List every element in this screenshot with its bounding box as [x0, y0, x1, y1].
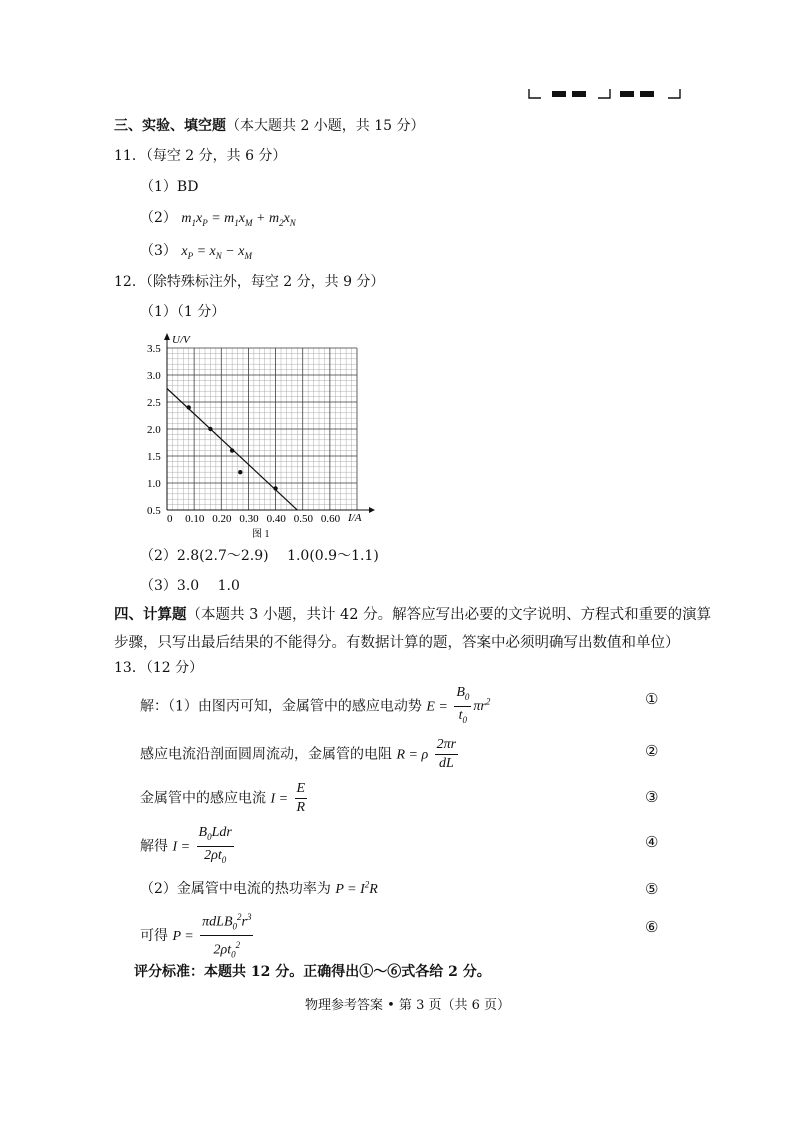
q13-mark-5: ⑤	[645, 880, 659, 898]
ui-chart-svg	[140, 328, 380, 538]
y-tick-label: 0.5	[147, 505, 161, 517]
q11-answer-1: （1）BD	[140, 179, 199, 195]
x-tick-label: 0	[167, 513, 173, 525]
q13-mark-1: ①	[645, 690, 659, 708]
page-footer: 物理参考答案 • 第 3 页（共 6 页）	[305, 998, 511, 1013]
grid-major	[167, 348, 357, 510]
q12-header: 12．（除特殊标注外，每空 2 分，共 9 分）	[114, 274, 385, 290]
x-tick-label: 0.10	[185, 513, 205, 525]
axes	[164, 333, 375, 513]
q12-answer-1: （1）（1 分）	[140, 304, 226, 320]
chart-caption: 图 1	[252, 529, 270, 538]
q13-step-4: 解得 I = $\frac{B_0Ldr}{2\rho t_0}$	[140, 825, 232, 865]
data-point	[230, 448, 234, 452]
q12-answer-2: （2）2.8(2.7～2.9) 1.0(0.9～1.1)	[140, 548, 379, 564]
q13-step-1: 解：（1）由图丙可知，金属管中的感应电动势 E = $\frac{B_0}{t_0}$ $\pi r^2$	[140, 685, 491, 725]
y-axis-label: U/V	[172, 334, 190, 346]
y-tick-label: 3.0	[147, 370, 161, 382]
x-tick-label: 0.30	[239, 513, 259, 525]
q13-step-2: 感应电流沿剖面圆周流动，金属管的电阻 R = ρ $\frac{2\pi r}{dL}$	[140, 737, 457, 771]
x-axis-label: I/A	[348, 512, 362, 524]
section3-title: 三、实验、填空题（本大题共 2 小题，共 15 分）	[114, 118, 425, 134]
corner-marks	[528, 88, 682, 100]
y-tick-label: 2.0	[147, 424, 161, 436]
y-tick-label: 1.0	[147, 478, 161, 490]
data-point	[273, 486, 277, 490]
q13-mark-2: ②	[645, 742, 659, 760]
x-tick-label: 0.50	[293, 513, 313, 525]
tick-labels	[147, 343, 341, 525]
q13-mark-6: ⑥	[645, 918, 659, 936]
q12-answer-3: （3）3.0 1.0	[140, 578, 240, 594]
section4-title-line2: 步骤，只写出最后结果的不能得分。有数据计算的题，答案中必须明确写出数值和单位）	[114, 635, 680, 651]
q11-header: 11．（每空 2 分，共 6 分）	[114, 148, 287, 164]
data-point	[208, 427, 212, 431]
q13-mark-4: ④	[645, 833, 659, 851]
q11-answer-3: （3） $x_P = x_N - x_M$	[140, 243, 252, 261]
section4-title: 四、计算题（本题共 3 小题，共计 42 分。解答应写出必要的文字说明、方程式和重要的演算	[114, 606, 712, 623]
ui-chart	[140, 328, 380, 542]
x-tick-label: 0.20	[212, 513, 232, 525]
q13-step-3: 金属管中的感应电流 I = $\frac{E}{R}$	[140, 781, 306, 815]
q13-step-6: 可得 P = $\frac{\pi dLB_0^2r^3}{2\rho t_0^2}$	[140, 908, 255, 964]
data-point	[238, 470, 242, 474]
data-point	[187, 405, 191, 409]
y-tick-label: 3.5	[147, 343, 161, 355]
y-axis-arrow	[164, 333, 170, 340]
q11-answer-2: （2） $m_1x_P = m_1x_M + m_2x_N$	[140, 210, 296, 228]
x-axis-arrow	[369, 507, 375, 513]
q13-mark-3: ③	[645, 788, 659, 806]
q13-step-5: （2）金属管中电流的热功率为 $P = I^2R$	[140, 879, 378, 897]
x-tick-label: 0.60	[320, 513, 341, 525]
y-tick-label: 1.5	[147, 451, 161, 463]
y-tick-label: 2.5	[147, 397, 161, 409]
q13-header: 13．（12 分）	[114, 660, 204, 676]
x-tick-label: 0.40	[266, 513, 286, 525]
q13-grading: 评分标准：本题共 12 分。正确得出①～⑥式各给 2 分。	[134, 964, 491, 980]
